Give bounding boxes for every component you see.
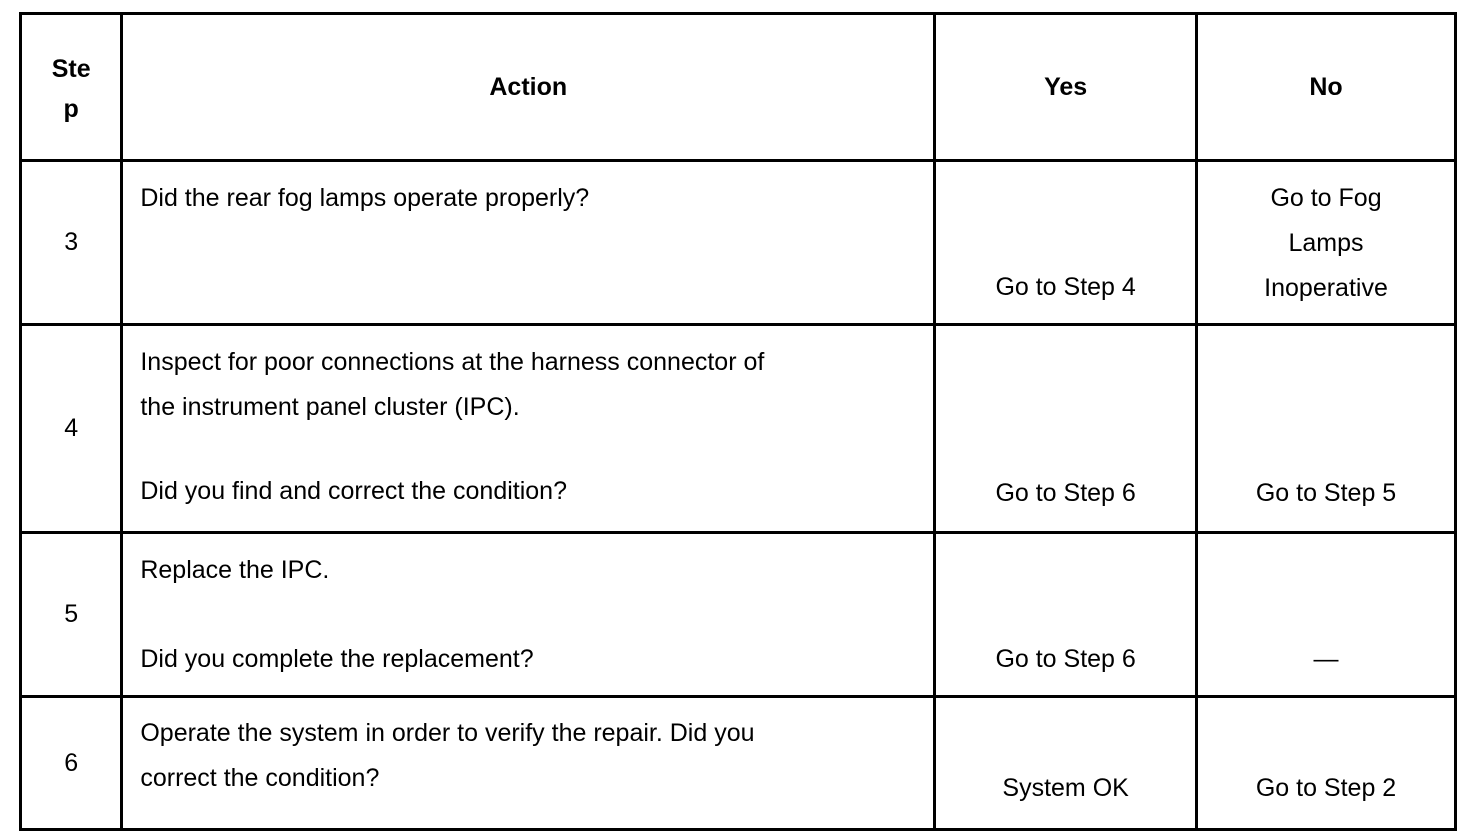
action-text: Replace the IPC. [140, 556, 330, 584]
action-cell [122, 697, 935, 830]
yes-result: Go to Step 6 [935, 533, 1197, 697]
no-result: Go to Step 2 [1197, 697, 1456, 830]
step-number: 5 [21, 533, 122, 697]
table-row [21, 697, 1456, 830]
no-result: Go to Fog Lamps Inoperative [1197, 161, 1456, 325]
diagnostic-table [19, 12, 1457, 831]
action-cell [122, 533, 935, 697]
action-text: Did the rear fog lamps operate properly? [140, 184, 590, 212]
header-no: No [1197, 14, 1456, 161]
step-number: 3 [21, 161, 122, 325]
no-result: Go to Step 5 [1197, 325, 1456, 533]
action-question: correct the condition? [140, 764, 380, 792]
yes-result: Go to Step 6 [935, 325, 1197, 533]
action-cell [122, 161, 935, 325]
action-text: the instrument panel cluster (IPC). [140, 393, 520, 421]
header-yes: Yes [935, 14, 1197, 161]
table-header-row [21, 14, 1456, 161]
no-result: — [1197, 533, 1456, 697]
yes-result: System OK [935, 697, 1197, 830]
table-row [21, 533, 1456, 697]
action-cell [122, 325, 935, 533]
table-row [21, 325, 1456, 533]
header-action: Action [122, 14, 935, 161]
yes-result: Go to Step 4 [935, 161, 1197, 325]
table-row [21, 161, 1456, 325]
step-number: 4 [21, 325, 122, 533]
header-step: Step [21, 14, 122, 161]
step-number: 6 [21, 697, 122, 830]
action-text: Inspect for poor connections at the harness connector of [140, 348, 765, 376]
action-text: Operate the system in order to verify the repair. Did you [140, 719, 755, 747]
action-question: Did you find and correct the condition? [140, 477, 567, 505]
action-question: Did you complete the replacement? [140, 645, 534, 673]
